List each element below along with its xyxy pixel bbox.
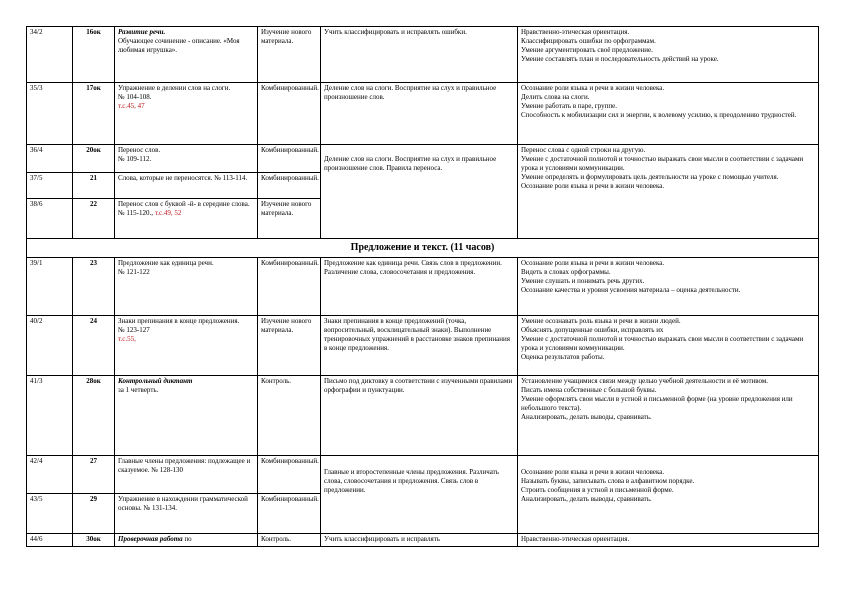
- table-row: [27, 534, 819, 547]
- workbook-ref: т.с.55,: [118, 335, 136, 343]
- lesson-number: 37/5: [27, 173, 73, 199]
- table-row: [27, 316, 819, 376]
- lesson-type: Изучение нового материала.: [258, 27, 321, 83]
- result-item: Умение с достаточной полнотой и точностью выражать свои мысли в соответствии с задачами урока и условиями коммуникации.: [521, 155, 804, 172]
- lesson-results: [518, 316, 819, 376]
- lesson-topic: [115, 316, 258, 376]
- topic-text: по: [184, 535, 192, 543]
- result-item: Умение с достаточной полнотой и точностью выражать свои мысли в соответствии с задачами урока и условиями коммуникации.: [521, 335, 804, 352]
- lesson-results: [518, 456, 819, 534]
- table-row: [27, 376, 819, 456]
- result-item: Осознание роли языка и речи в жизни человека.: [521, 182, 665, 190]
- lesson-topic: [115, 199, 258, 239]
- lesson-number: 34/2: [27, 27, 73, 83]
- result-item: Анализировать, делать выводы, сравнивать.: [521, 495, 652, 503]
- lesson-number: 44/6: [27, 534, 73, 547]
- result-item: Установление учащимися связи между целью учебной деятельности и её мотивом.: [521, 377, 769, 385]
- result-item: Способность к мобилизации сил и энергии, к волевому усилию, к преодолению трудностей.: [521, 111, 797, 119]
- lesson-content: Письмо под диктовку в соответствии с изученными правилами орфографии и пунктуации.: [321, 376, 518, 456]
- lesson-content: Учить классифицировать и исправлять ошибки.: [321, 27, 518, 83]
- lesson-results: [518, 145, 819, 239]
- lesson-number: 41/3: [27, 376, 73, 456]
- lesson-count: 24: [73, 316, 115, 376]
- lesson-count: 21: [73, 173, 115, 199]
- lesson-content: [321, 456, 518, 534]
- workbook-ref: т.с.49, 52: [154, 209, 182, 217]
- result-item: Умение аргументировать своё предложение.: [521, 46, 653, 54]
- result-item: Умение осознавать роль языка и речи в жизни людей.: [521, 317, 681, 325]
- result-item: Оценка результатов работы.: [521, 353, 605, 361]
- topic-heading: Развитие речи.: [118, 28, 166, 36]
- lesson-count: 17ок: [73, 83, 115, 145]
- result-item: Осознание роли языка и речи в жизни человека.: [521, 259, 665, 267]
- lesson-number: 35/3: [27, 83, 73, 145]
- lesson-type: Изучение нового материала.: [258, 199, 321, 239]
- result-item: Умение оформлять свои мысли в устной и письменной форме (на уровне предложения или небольшого текста).: [521, 395, 793, 412]
- table-row: [27, 83, 819, 145]
- lesson-type: Комбинированный.: [258, 83, 321, 145]
- lesson-count: 27: [73, 456, 115, 494]
- lesson-number: 40/2: [27, 316, 73, 376]
- lesson-type: Изучение нового материала.: [258, 316, 321, 376]
- table-row: [27, 27, 819, 83]
- topic-heading: Проверочная работа: [118, 535, 183, 543]
- lesson-topic: [115, 145, 258, 173]
- topic-text: Перенос слов.: [118, 146, 161, 154]
- result-item: Видеть в словах орфограммы.: [521, 268, 611, 276]
- topic-text: Предложение как единица речи.: [118, 259, 214, 267]
- lesson-plan-table: [26, 26, 819, 547]
- lesson-results: [518, 534, 819, 547]
- lesson-topic: [115, 534, 258, 547]
- lesson-number: 38/6: [27, 199, 73, 239]
- result-item: Делить слова на слоги.: [521, 93, 590, 101]
- table-row: [27, 258, 819, 316]
- lesson-content: Знаки препинания в конце предложений (точка, вопросительный, восклицательный знаки). Выполнение тренировочных упражнений в расстановке знаков препинания в конце предложения.: [321, 316, 518, 376]
- lesson-results: [518, 27, 819, 83]
- lesson-type: Комбинированный.: [258, 494, 321, 534]
- topic-heading: Контрольный диктант: [118, 377, 193, 385]
- lesson-type: Контроль.: [258, 534, 321, 547]
- lesson-count: 29: [73, 494, 115, 534]
- result-item: Осознание роли языка и речи в жизни человека.: [521, 84, 665, 92]
- lesson-results: [518, 83, 819, 145]
- result-item: Писать имена собственные с большой буквы.: [521, 386, 657, 394]
- result-item: Умение слушать и понимать речь других.: [521, 277, 645, 285]
- lesson-content: Деление слов на слоги. Восприятие на слух и правильное произношение слов.: [321, 83, 518, 145]
- result-item: Умение работать в паре, группе.: [521, 102, 618, 110]
- result-item: Строить сообщения в устной и письменной форме.: [521, 486, 674, 494]
- lesson-count: 28ок: [73, 376, 115, 456]
- lesson-number: 36/4: [27, 145, 73, 173]
- lesson-topic: [115, 376, 258, 456]
- result-item: Умение определять и формулировать цель деятельности на уроке с помощью учителя.: [521, 173, 779, 181]
- result-item: Осознание роли языка и речи в жизни человека.: [521, 468, 665, 476]
- section-row: [27, 239, 819, 258]
- lesson-count: 23: [73, 258, 115, 316]
- content-text: Деление слов на слоги. Восприятие на слух и правильное произношение слов. Правила переноса.: [324, 155, 497, 172]
- table-row: [27, 456, 819, 494]
- topic-exercises: № 104-108.: [118, 93, 152, 101]
- lesson-topic: [115, 27, 258, 83]
- result-item: Осознание качества и уровня усвоения материала – оценка деятельности.: [521, 286, 741, 294]
- lesson-type: Комбинированный.: [258, 145, 321, 173]
- lesson-results: [518, 258, 819, 316]
- section-title: Предложение и текст. (11 часов): [27, 239, 819, 258]
- lesson-topic: [115, 258, 258, 316]
- lesson-type: Контроль.: [258, 376, 321, 456]
- lesson-number: 39/1: [27, 258, 73, 316]
- lesson-type: Комбинированный.: [258, 456, 321, 494]
- lesson-content: [321, 145, 518, 239]
- topic-exercises: № 109-112.: [118, 155, 152, 163]
- result-item: Называть буквы, записывать слова в алфавитном порядке.: [521, 477, 695, 485]
- topic-text: Знаки препинания в конце предложения.: [118, 317, 240, 325]
- workbook-ref: т.с.45, 47: [118, 102, 145, 110]
- result-item: Анализировать, делать выводы, сравнивать.: [521, 413, 652, 421]
- lesson-type: Комбинированный.: [258, 173, 321, 199]
- lesson-topic: Слова, которые не переносятся. № 113-114.: [115, 173, 258, 199]
- topic-text: Упражнение в делении слов на слоги.: [118, 84, 231, 92]
- lesson-count: 22: [73, 199, 115, 239]
- lesson-topic: [115, 83, 258, 145]
- lesson-number: 43/5: [27, 494, 73, 534]
- topic-text: за 1 четверть.: [118, 386, 159, 394]
- content-text: Главные и второстепенные члены предложения. Различать слова, словосочетания и предложения. Связь слов в предложении.: [324, 468, 499, 494]
- lesson-content: Предложение как единица речи. Связь слов в предложении. Различение слова, словосочетания и предложения.: [321, 258, 518, 316]
- lesson-count: 30ок: [73, 534, 115, 547]
- lesson-results: [518, 376, 819, 456]
- result-item: Классифицировать ошибки по орфограммам.: [521, 37, 656, 45]
- result-item: Нравственно-этическая ориентация.: [521, 535, 630, 543]
- lesson-topic: Главные члены предложения: подлежащее и сказуемое. № 128-130: [115, 456, 258, 494]
- topic-text: Перенос слов с буквой -й- в середине слова.: [118, 200, 250, 208]
- topic-text: Обучающее сочинение - описание. «Моя любимая игрушка».: [118, 37, 240, 54]
- result-item: Умение составлять план и последовательность действий на уроке.: [521, 55, 719, 63]
- lesson-count: 16ок: [73, 27, 115, 83]
- topic-exercises: № 123-127: [118, 326, 150, 334]
- lesson-number: 42/4: [27, 456, 73, 494]
- lesson-count: 20ок: [73, 145, 115, 173]
- lesson-type: Комбинированный.: [258, 258, 321, 316]
- result-item: Перенос слова с одной строки на другую.: [521, 146, 646, 154]
- table-row: [27, 145, 819, 173]
- lesson-content: Учить классифицировать и исправлять: [321, 534, 518, 547]
- topic-exercises: № 121-122: [118, 268, 150, 276]
- lesson-topic: Упражнение в нахождении грамматической основы. № 131-134.: [115, 494, 258, 534]
- topic-exercises: № 115-120.,: [118, 209, 155, 217]
- result-item: Нравственно-этическая ориентация.: [521, 28, 630, 36]
- result-item: Объяснять допущенные ошибки, исправлять их: [521, 326, 664, 334]
